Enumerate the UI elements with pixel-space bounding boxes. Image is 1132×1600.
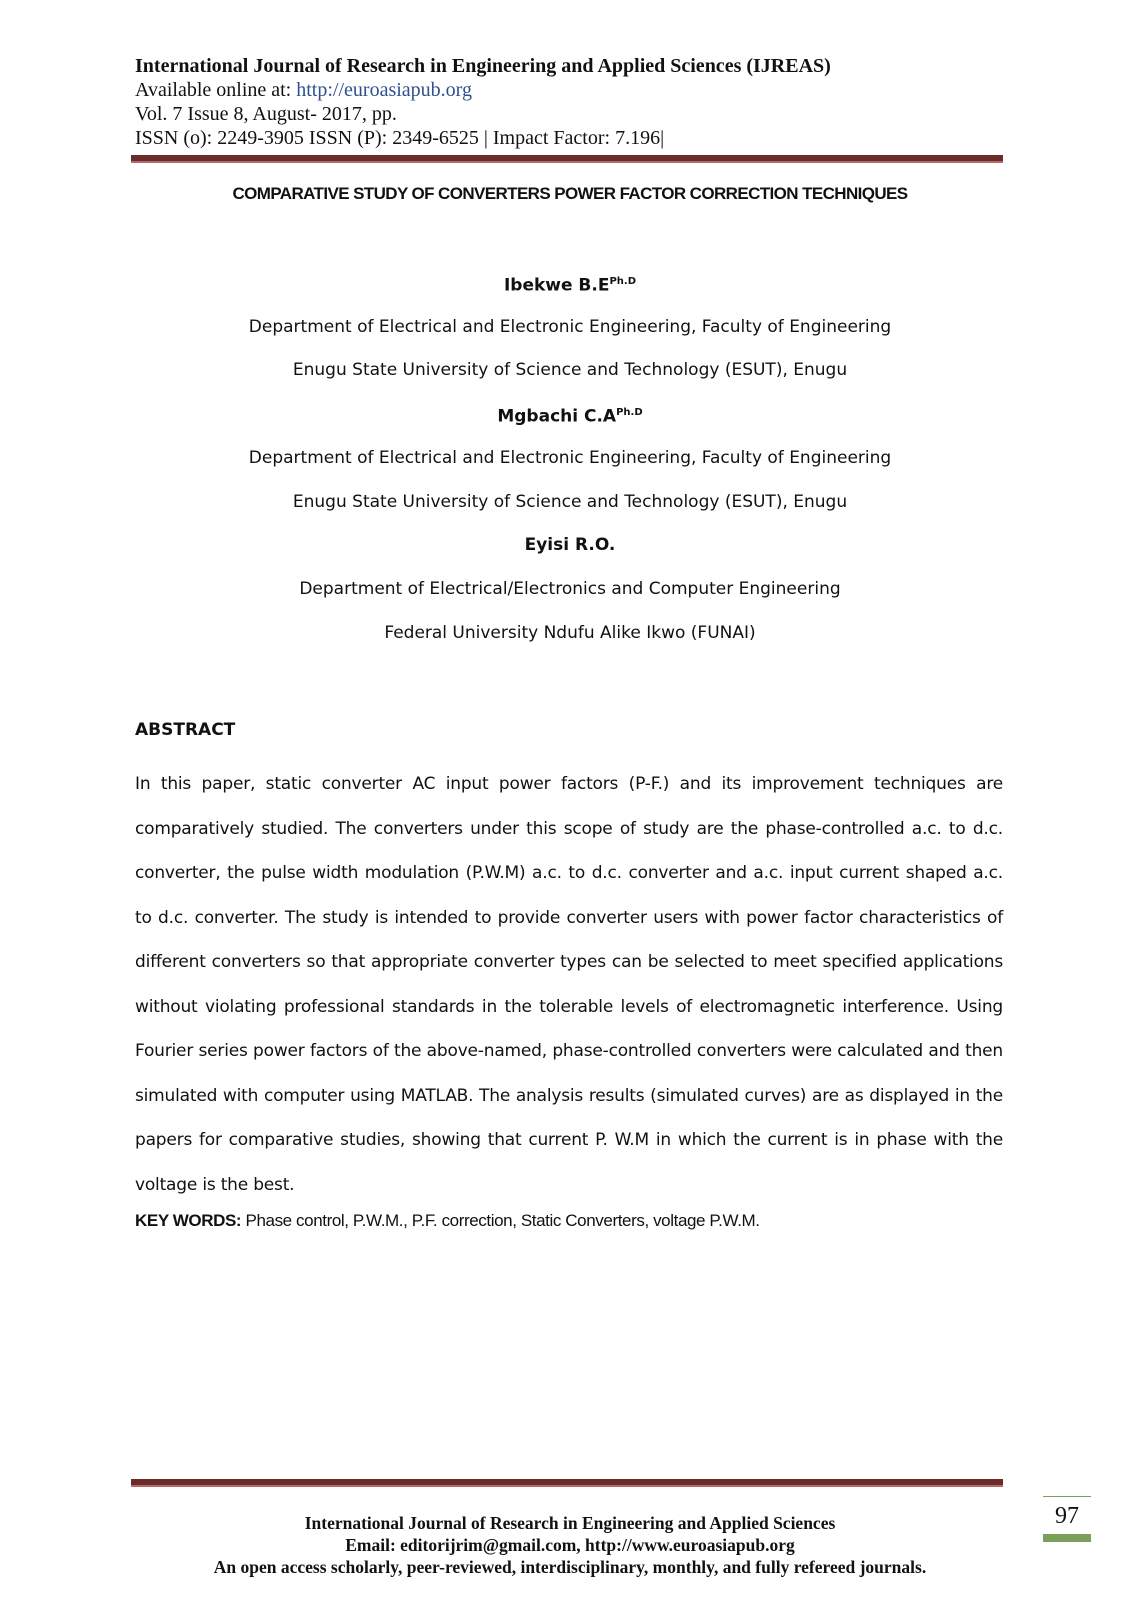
author-1-affiliation-university: Enugu State University of Science and Technology (ESUT), Enugu — [292, 360, 848, 380]
issn-info: ISSN (o): 2249-3905 ISSN (P): 2349-6525 | Impact Factor: 7.196| — [135, 127, 665, 149]
availability-prefix: Available online at: — [135, 79, 297, 101]
author-name-1: Ibekwe $B.E^{Ph.D}$ — [503, 275, 637, 296]
author-degree-1: Ph.D — [609, 276, 637, 287]
journal-url-link[interactable]: http://euroasiapub.org — [296, 79, 472, 101]
journal-title: International Journal of Research in Engineering and Applied Sciences (IJREAS) — [135, 55, 831, 77]
author-1-affiliation-department: Department of Electrical and Electronic Engineering, Faculty of Engineering — [248, 317, 892, 337]
journal-footer — [135, 1512, 1005, 1578]
author-3-affiliation-university: Federal University Ndufu Alike Ikwo (FUNAI) — [384, 623, 756, 643]
keywords — [135, 1211, 1003, 1231]
page-number-accent-bar — [1043, 1534, 1091, 1542]
volume-info: Vol. 7 Issue 8, August- 2017, pp. — [135, 103, 397, 125]
author-degree-2: Ph.D — [616, 407, 643, 418]
keywords-label: KEY WORDS: — [135, 1211, 242, 1230]
abstract-body: In this paper, static converter AC input power factors (P-F.) and its improvement techniques are comparatively studied. The converters under this scope of study are the phase-controlled a.c. to d.c. converter, the pulse width modulation (P.W.M) a.c. to d.c. converter and a.c. input current shaped a.c. to d.c. converter. The study is intended to provide converter users with power factor characteristics of different converters so that appropriate converter types can be selected to meet specified applications without violating professional standards in the tolerable levels of electromagnetic interference. Using Fourier series power factors of the above-named, phase-controlled converters were calculated and then simulated with computer using MATLAB. The analysis results (simulated curves) are as displayed in the papers for comparative studies, showing that current P. W.M in which the current is in phase with the voltage is the best. — [135, 774, 1003, 1195]
footer-contact: Email: editorijrim@gmail.com, http://www.euroasiapub.org — [345, 1535, 795, 1555]
author-2-affiliation-department: Department of Electrical and Electronic Engineering, Faculty of Engineering — [248, 448, 892, 468]
author-2-affiliation-university: Enugu State University of Science and Technology (ESUT), Enugu — [292, 492, 848, 512]
footer-journal-name: International Journal of Research in Engineering and Applied Sciences — [304, 1513, 836, 1533]
availability-line — [135, 78, 1005, 102]
journal-header — [135, 54, 1005, 150]
footer-description: An open access scholarly, peer-reviewed, interdisciplinary, monthly, and fully refereed journals. — [213, 1557, 927, 1577]
author-name-3: Eyisi R.O. — [524, 535, 616, 555]
author-name-2: Mgbachi $C.A^{Ph.D}$ — [497, 406, 643, 427]
paper-title: COMPARATIVE STUDY OF CONVERTERS POWER FACTOR CORRECTION TECHNIQUES — [232, 184, 908, 203]
abstract-heading: ABSTRACT — [135, 720, 236, 740]
header-divider — [131, 155, 1003, 163]
page-number: 97 — [1043, 1496, 1091, 1530]
keywords-text: Phase control, P.W.M., P.F. correction, Static Converters, voltage P.W.M. — [241, 1211, 760, 1230]
footer-divider — [131, 1479, 1003, 1487]
author-3-affiliation-department: Department of Electrical/Electronics and Computer Engineering — [299, 579, 841, 599]
